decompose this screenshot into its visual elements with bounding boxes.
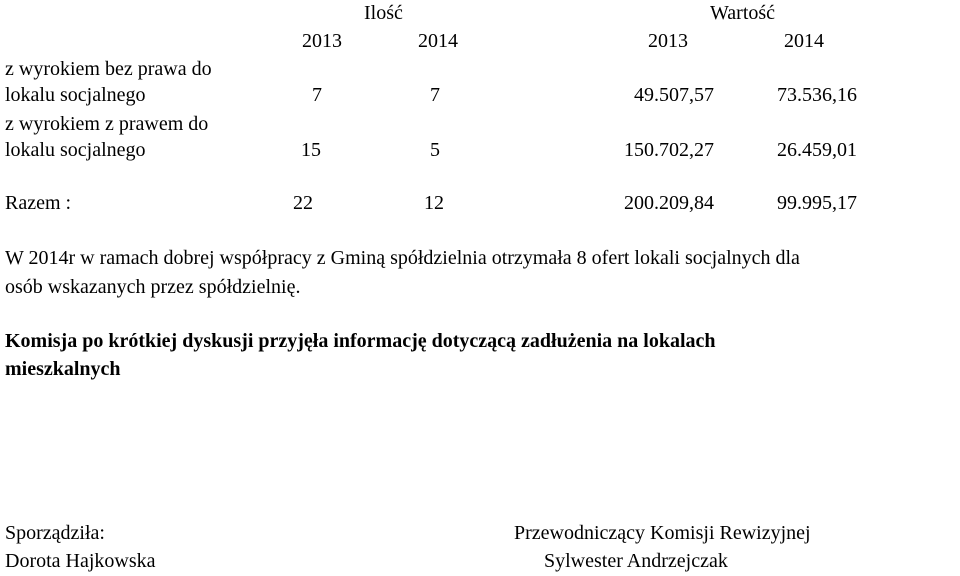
row-label-line1: z wyrokiem z prawem do [5, 113, 209, 135]
paragraph-line2: osób wskazanych przez spółdzielnię. [5, 276, 301, 298]
header-ilosc: Ilość [364, 2, 403, 24]
total-ilosc-2014: 12 [424, 192, 444, 214]
signature-right-role: Przewodniczący Komisji Rewizyjnej [514, 522, 811, 544]
total-wartosc-2013: 200.209,84 [624, 192, 714, 214]
row-label-line1: z wyrokiem bez prawa do [5, 58, 212, 80]
conclusion-line1: Komisja po krótkiej dyskusji przyjęła informację dotyczącą zadłużenia na lokalach [5, 330, 716, 352]
row-ilosc-2014: 7 [430, 84, 440, 106]
header-wartosc-2014: 2014 [784, 30, 824, 52]
row-wartosc-2013: 49.507,57 [634, 84, 714, 106]
row-ilosc-2014: 5 [430, 139, 440, 161]
signature-right-name: Sylwester Andrzejczak [544, 550, 728, 572]
row-ilosc-2013: 7 [312, 84, 322, 106]
row-wartosc-2014: 73.536,16 [777, 84, 857, 106]
row-wartosc-2014: 26.459,01 [777, 139, 857, 161]
paragraph-line1: W 2014r w ramach dobrej współpracy z Gminą spółdzielnia otrzymała 8 ofert lokali socjalnych dla [5, 247, 800, 269]
header-wartosc-2013: 2013 [648, 30, 688, 52]
header-ilosc-2013: 2013 [302, 30, 342, 52]
total-ilosc-2013: 22 [293, 192, 313, 214]
header-ilosc-2014: 2014 [418, 30, 458, 52]
row-label-line2: lokalu socjalnego [5, 139, 146, 161]
row-label-line2: lokalu socjalnego [5, 84, 146, 106]
row-wartosc-2013: 150.702,27 [624, 139, 714, 161]
conclusion-line2: mieszkalnych [5, 358, 121, 380]
signature-left-role: Sporządziła: [5, 522, 105, 544]
total-label: Razem : [5, 192, 72, 214]
row-ilosc-2013: 15 [301, 139, 321, 161]
header-wartosc: Wartość [710, 2, 776, 24]
signature-left-name: Dorota Hajkowska [5, 550, 156, 572]
total-wartosc-2014: 99.995,17 [777, 192, 857, 214]
